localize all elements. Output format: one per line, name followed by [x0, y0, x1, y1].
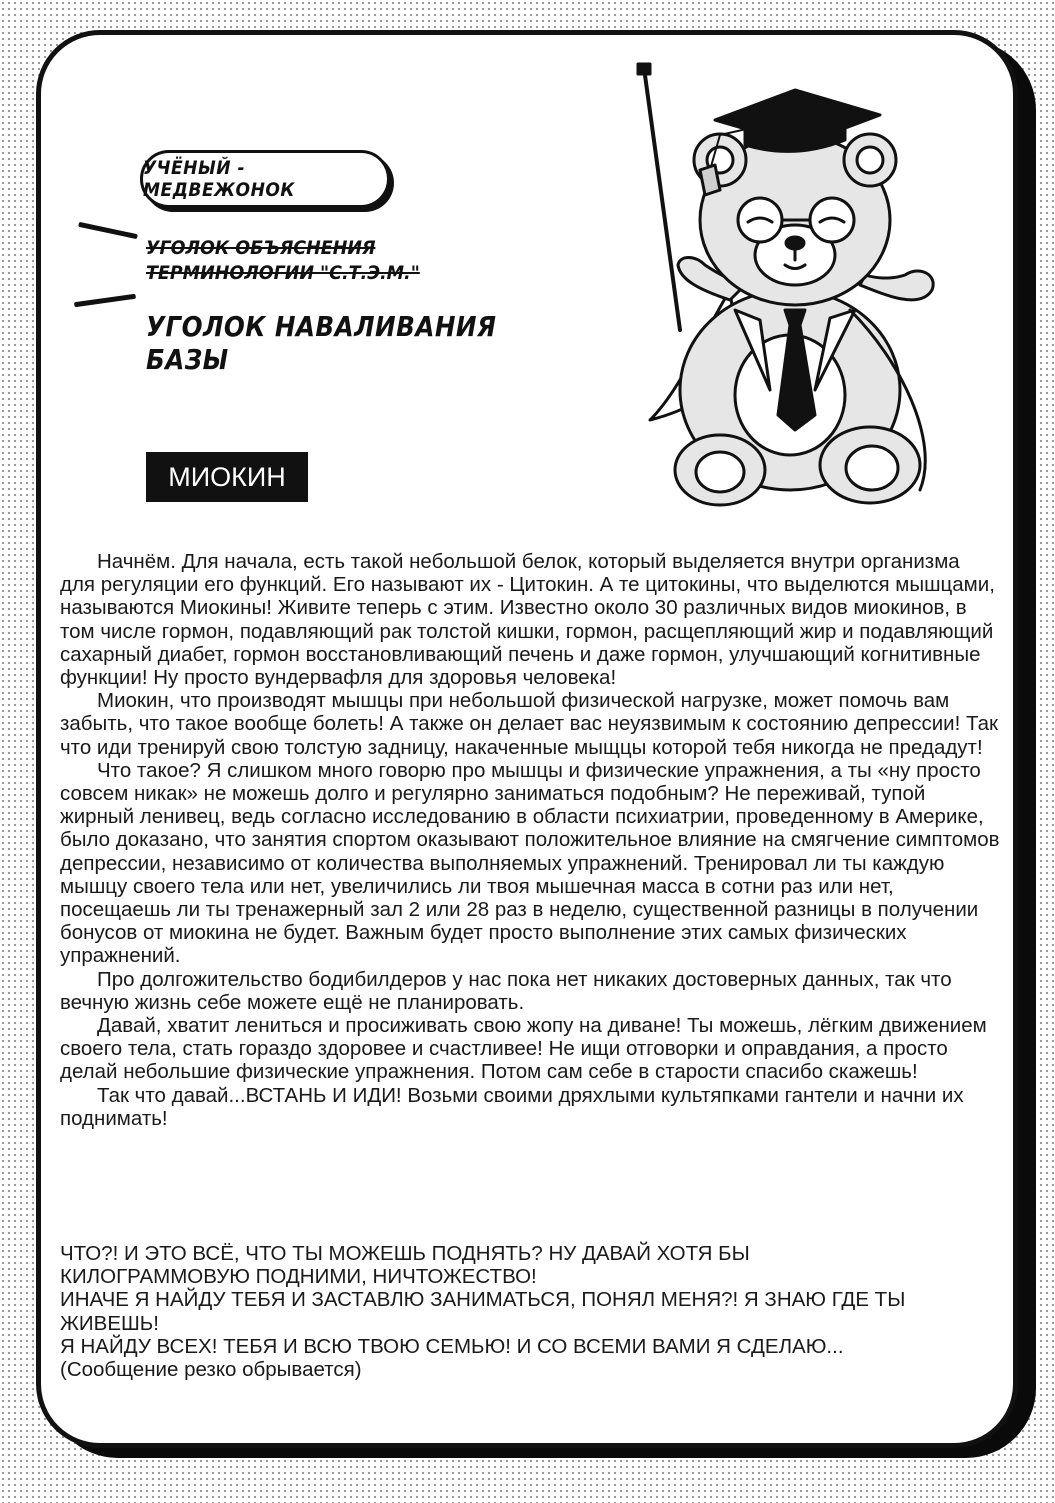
section-title: УГОЛОК НАВАЛИВАНИЯ БАЗЫ [146, 310, 497, 376]
shout-line: (Сообщение резко обрывается) [60, 1358, 362, 1382]
shout-block [60, 1242, 960, 1381]
paragraph: Так что давай...ВСТАНЬ И ИДИ! Возьми своими дряхлыми культяпками гантели и начни их поднимать! [60, 1083, 964, 1130]
paragraph: Про долгожительство бодибилдеров у нас пока нет никаких достоверных данных, так что вечную жизнь себе можете ещё не планировать. [60, 967, 952, 1014]
shout-line: КИЛОГРАММОВУЮ ПОДНИМИ, НИЧТОЖЕСТВО! [60, 1265, 537, 1289]
paragraph: Начнём. Для начала, есть такой небольшой белок, который выделяется внутри организма для регуляции его функций. Его называют их - Цитокин. А те цитокины, что выделются мышцами, называются Миокины! Живите теперь с этим. Известно около 30 различных видов миокинов, в том числе гормон, подавляющий рак толстой кишки, гормон, расщепляющий жир и подавляющий сахарный диабет, гормон восстановливающий печень и даже гормон, улучшающий когнитивные функции! Ну просто вундервафля для здоровья человека! [60, 550, 995, 690]
paragraph: Миокин, что производят мышцы при небольшой физической нагрузке, может помочь вам забыть, что такое вообще болеть! А также он делает вас неуязвимым к состоянию депрессии! Так что иди тренируй свою толстую задницу, накаченные мыщцы которой тебя никогда не предадут! [60, 689, 998, 759]
badge-scientist-bear: УЧЁНЫЙ - МЕДВЕЖОНОК [140, 150, 390, 208]
shout-line: ЖИВЕШЬ! [60, 1311, 159, 1335]
struck-title: УГОЛОК ОБЪЯСНЕНИЯ ТЕРМИНОЛОГИИ "С.Т.Э.М." [146, 237, 420, 284]
shout-line: Я НАЙДУ ВСЕХ! ТЕБЯ И ВСЮ ТВОЮ СЕМЬЮ! И СО ВСЕМИ ВАМИ Я СДЕЛАЮ... [60, 1334, 844, 1358]
shout-line: ЧТО?! И ЭТО ВСЁ, ЧТО ТЫ МОЖЕШЬ ПОДНЯТЬ? НУ ДАВАЙ ХОТЯ БЫ [60, 1242, 750, 1265]
professor-bear-icon [620, 60, 970, 510]
term-label: МИОКИН [146, 452, 308, 502]
article-body [60, 550, 1000, 1130]
paragraph: Давай, хватит лениться и просиживать свою жопу на диване! Ты можешь, лёгким движением своего тела, стать гораздо здоровее и счастливее! Не ищи отговорки и оправдания, а просто делай небольшие физические упражнения. Потом сам себе в старости спасибо скажешь! [60, 1014, 987, 1084]
shout-line: ИНАЧЕ Я НАЙДУ ТЕБЯ И ЗАСТАВЛЮ ЗАНИМАТЬСЯ, ПОНЯЛ МЕНЯ?! Я ЗНАЮ ГДЕ ТЫ [60, 1288, 906, 1312]
paragraph: Что такое? Я слишком много говорю про мышцы и физические упражнения, а ты «ну просто совсем никак» не можешь долго и регулярно заниматься подобным? Не переживай, тупой жирный ленивец, ведь согласно исследованию в области психиатрии, проведенному в Америке, было доказано, что занятия спортом оказывают положительное влияние на смягчение симптомов депрессии, независимо от количества выполняемых упражнений. Тренировал ли ты каждую мышцу своего тела или нет, увеличились ли твоя мышечная масса в сотни раз или нет, посещаешь ли ты тренажерный зал 2 или 28 раз в неделю, существенной разницы в получении бонусов от миокина не будет. Важным будет просто выполнение этих самых физических упражнений. [60, 758, 1000, 968]
